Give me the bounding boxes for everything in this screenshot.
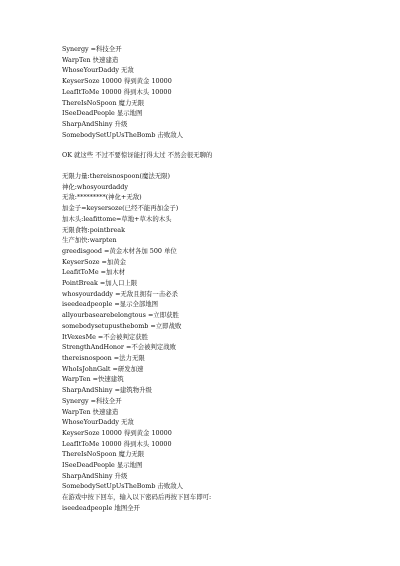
text-line: ISeeDeadPeople 显示地图 (62, 109, 143, 118)
text-line: WhoIsJohnGalt =研发加速 (62, 364, 144, 373)
text-line: PointBreak =加人口上限 (62, 279, 138, 288)
text-line: greedisgood =黄金木材各加 500 单位 (62, 246, 177, 255)
text-line: SomebodySetUpUsTheBomb 击败敌人 (62, 130, 184, 139)
text-line: somebodysetupusthebomb =立即战败 (62, 321, 182, 330)
text-line: 在游戏中按下回车，输入以下密码后再按下回车即可: (62, 493, 212, 502)
text-line: SharpAndShiny 升级 (62, 119, 128, 128)
text-line: ThereIsNoSpoon 魔力无限 (62, 98, 145, 107)
text-line: ThereIsNoSpoon 魔力无限 (62, 450, 145, 459)
text-line: LeafItToMe 10000 得到木头 10000 (62, 87, 172, 96)
document-page (62, 44, 382, 514)
text-line: KeyserSoze 10000 得到黄金 10000 (62, 77, 172, 86)
text-line: allyourbasearebelongtous =立即获胜 (62, 311, 179, 320)
text-line: WhoseYourDaddy 无敌 (62, 66, 134, 75)
text-line: iseedeadpeople =显示全部地图 (62, 300, 159, 309)
spacer (62, 161, 382, 171)
text-line: SharpAndShiny =建筑物升级 (62, 386, 152, 395)
text-line: SharpAndShiny 升级 (62, 471, 128, 480)
text-line: Synergy =科技全开 (62, 396, 122, 405)
text-line: 神化:whosyourdaddy (62, 182, 128, 191)
text-line: StrengthAndHonor =不会被判定战败 (62, 343, 177, 352)
text-line: Synergy =科技全开 (62, 45, 122, 53)
text-line: 无限力量:thereisnospoon(魔法无限) (62, 172, 171, 181)
text-line: ItVexesMe =不会被判定获胜 (62, 332, 149, 341)
text-line: 生产加快:warpten (62, 236, 117, 245)
text-line: SomebodySetUpUsTheBomb 击败敌人 (62, 482, 184, 491)
text-line: 无敌:*********(神化+无敌) (62, 193, 142, 202)
spacer (62, 140, 382, 150)
text-line: WarpTen 快速建造 (62, 407, 119, 416)
text-line: WhoseYourDaddy 无敌 (62, 418, 134, 427)
text-line: WarpTen 快速建造 (62, 55, 119, 64)
text-line: LeafItToMe 10000 得到木头 10000 (62, 439, 172, 448)
text-line: 加木头:leafittome=草地+草木的木头 (62, 214, 172, 223)
text-line: whosyourdaddy =无敌且拥有一击必杀 (62, 289, 178, 298)
text-line: iseedeadpeople 地图全开 (62, 503, 140, 512)
text-line: KeyserSoze =加黄金 (62, 257, 127, 266)
text-line: KeyserSoze 10000 得到黄金 10000 (62, 428, 172, 437)
text-line: LeafitToMe =加木材 (62, 268, 126, 277)
note-line: OK 就这些 不过不要惊讶能打得太过 不然会很无聊的 (62, 151, 213, 160)
text-line: WarpTen =快速建筑 (62, 375, 124, 384)
text-line: 加金子=keysersoze(已经不能再加金子) (62, 204, 179, 213)
cheat-code-list-top (62, 44, 382, 140)
text-line: 无限食物:pointbreak (62, 225, 125, 234)
cheat-code-list-bottom (62, 171, 382, 514)
text-line: thereisnospoon =法力无限 (62, 353, 145, 362)
text-line: ISeeDeadPeople 显示地图 (62, 461, 143, 470)
